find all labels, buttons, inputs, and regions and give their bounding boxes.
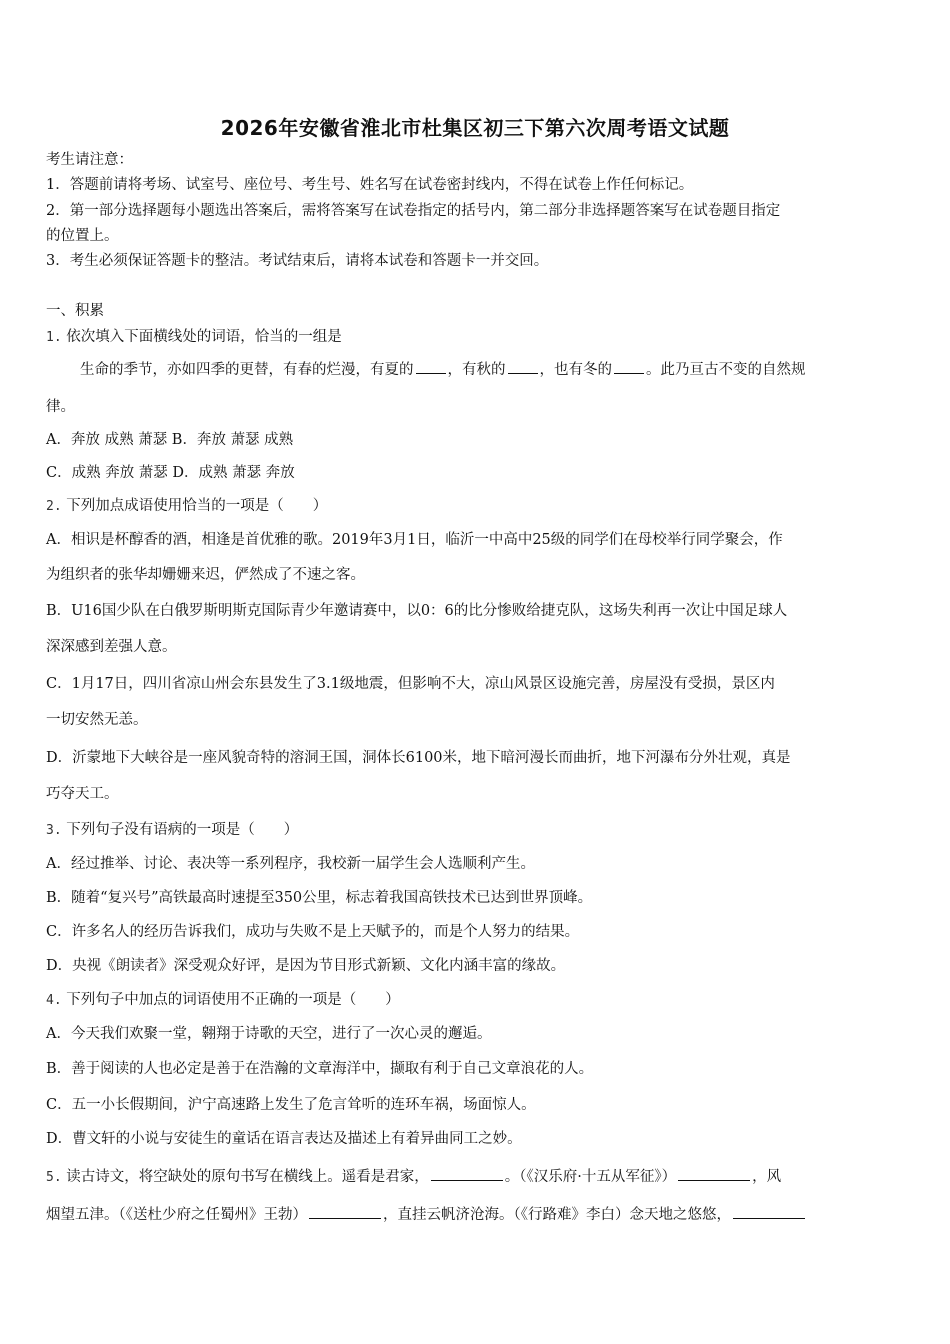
fill-blank[interactable] bbox=[508, 359, 538, 374]
notice-item-3: 3．考生必须保证答题卡的整洁。考试结束后，请将本试卷和答题卡一并交回。 bbox=[46, 253, 549, 269]
question-2-stem bbox=[46, 496, 327, 517]
question-4-option-a: A．今天我们欢聚一堂，翱翔于诗歌的天空，进行了一次心灵的邂逅。 bbox=[46, 1026, 492, 1042]
notice-item-2-cont: 的位置上。 bbox=[46, 228, 119, 244]
question-text: 依次填入下面横线处的词语，恰当的一组是 bbox=[66, 329, 342, 345]
question-3-stem bbox=[46, 820, 298, 841]
notice-item-2: 2．第一部分选择题每小题选出答案后，需将答案写在试卷指定的括号内，第二部分非选择题答案写在试卷题目指定 bbox=[46, 203, 781, 219]
notice-heading: 考生请注意： bbox=[46, 152, 133, 168]
question-3-option-c: C．许多名人的经历告诉我们，成功与失败不是上天赋予的，而是个人努力的结果。 bbox=[46, 924, 580, 940]
fill-blank[interactable] bbox=[431, 1166, 503, 1181]
question-2-option-d-cont: 巧夺天工。 bbox=[46, 786, 119, 802]
question-text: 下列句子中加点的词语使用不正确的一项是（ ） bbox=[66, 992, 400, 1008]
question-number: 3. bbox=[46, 823, 62, 838]
question-1-passage-cont: 律。 bbox=[46, 399, 75, 415]
question-2-option-b-cont: 深深感到差强人意。 bbox=[46, 639, 177, 655]
question-2-option-a-cont: 为组织者的张华却姗姗来迟，俨然成了不速之客。 bbox=[46, 567, 365, 583]
notice-item-1: 1．答题前请将考场、试室号、座位号、考生号、姓名写在试卷密封线内，不得在试卷上作任何标记。 bbox=[46, 177, 694, 193]
question-2-option-c-cont: 一切安然无恙。 bbox=[46, 712, 148, 728]
question-text: 下列加点成语使用恰当的一项是（ ） bbox=[66, 498, 328, 514]
fill-blank[interactable] bbox=[678, 1166, 750, 1181]
question-number: 4. bbox=[46, 993, 62, 1008]
fill-blank[interactable] bbox=[733, 1204, 805, 1219]
question-4-option-b: B．善于阅读的人也必定是善于在浩瀚的文章海洋中，撷取有利于自己文章浪花的人。 bbox=[46, 1061, 594, 1077]
question-1-options-ab: A．奔放 成熟 萧瑟 B．奔放 萧瑟 成熟 bbox=[46, 432, 294, 448]
question-1-options-cd: C．成熟 奔放 萧瑟 D．成熟 萧瑟 奔放 bbox=[46, 465, 295, 481]
question-number: 2. bbox=[46, 499, 62, 514]
question-3-option-d: D．央视《朗读者》深受观众好评，是因为节目形式新颖、文化内涵丰富的缘故。 bbox=[46, 958, 566, 974]
question-text: 下列句子没有语病的一项是（ ） bbox=[66, 822, 299, 838]
question-1-passage: 生命的季节，亦如四季的更替，有春的烂漫，有夏的 ，有秋的 ，也有冬的 。此乃亘古不变的自然规 bbox=[80, 359, 806, 380]
question-3-option-a: A．经过推举、讨论、表决等一系列程序，我校新一届学生会人选顺利产生。 bbox=[46, 856, 535, 872]
question-2-option-b: B．U16国少队在白俄罗斯明斯克国际青少年邀请赛中，以0：6的比分惨败给捷克队，这场失利再一次让中国足球人 bbox=[46, 603, 788, 619]
question-2-option-a: A．相识是杯醇香的酒，相逢是首优雅的歌。2019年3月1日，临沂一中高中25级的同学们在母校举行同学聚会，作 bbox=[46, 532, 783, 548]
question-number: 5. bbox=[46, 1170, 62, 1185]
question-5-line-1: 5. 读古诗文，将空缺处的原句书写在横线上。遥看是君家， 。（《汉乐府·十五从军征》） ，风 bbox=[46, 1166, 781, 1188]
fill-blank[interactable] bbox=[309, 1204, 381, 1219]
question-5-line-2: 烟望五津。（《送杜少府之任蜀州》王勃） ，直挂云帆济沧海。（《行路难》李白）念天地之悠悠， bbox=[46, 1204, 807, 1225]
question-2-option-c: C．1月17日，四川省凉山州会东县发生了3.1级地震，但影响不大，凉山风景区设施完善，房屋没有受损，景区内 bbox=[46, 676, 775, 692]
question-number: 1. bbox=[46, 330, 62, 345]
question-1-stem bbox=[46, 327, 342, 348]
question-4-stem bbox=[46, 990, 400, 1011]
fill-blank[interactable] bbox=[416, 359, 446, 374]
fill-blank[interactable] bbox=[614, 359, 644, 374]
question-4-option-d: D．曹文轩的小说与安徒生的童话在语言表达及描述上有着异曲同工之妙。 bbox=[46, 1131, 522, 1147]
section-heading: 一、积累 bbox=[46, 303, 104, 319]
question-4-option-c: C．五一小长假期间，沪宁高速路上发生了危言耸听的连环车祸，场面惊人。 bbox=[46, 1097, 536, 1113]
question-2-option-d: D．沂蒙地下大峡谷是一座风貌奇特的溶洞王国，洞体长6100米，地下暗河漫长而曲折，地下河瀑布分外壮观，真是 bbox=[46, 750, 791, 766]
page-title: 2026年安徽省淮北市杜集区初三下第六次周考语文试题 bbox=[220, 116, 730, 140]
question-3-option-b: B．随着“复兴号”高铁最高时速提至350公里，标志着我国高铁技术已达到世界顶峰。 bbox=[46, 890, 593, 906]
